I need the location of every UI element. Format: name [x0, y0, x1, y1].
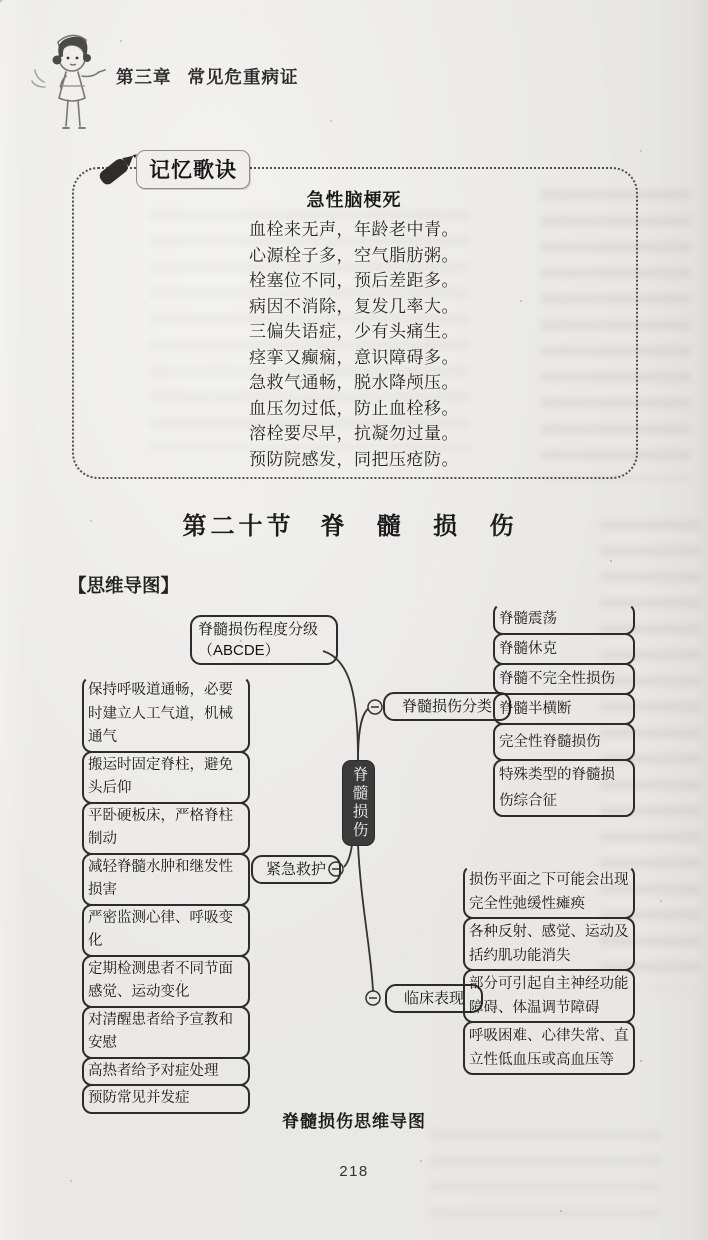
mindmap-item: 严密监测心律、呼吸变化 — [82, 904, 250, 957]
node-clinical-manifestation: 临床表现 — [385, 984, 483, 1013]
mindmap-item: 各种反射、感觉、运动及括约肌功能消失 — [463, 917, 635, 971]
connector-center-to-clinical — [358, 845, 373, 991]
poem-line: 栓塞位不同，预后差距多。 — [249, 271, 459, 291]
chapter-header — [116, 64, 299, 89]
mindmap-item: 平卧硬板床，严格脊柱制动 — [82, 802, 250, 855]
section-title — [0, 506, 708, 541]
mindmap-label: 【思维导图】 — [68, 575, 180, 596]
chapter-title: 常见危重病证 — [187, 67, 299, 87]
marker-pen-icon — [92, 146, 144, 192]
rescue-children — [82, 676, 250, 1114]
mindmap-item: 对清醒患者给予宣教和安慰 — [82, 1006, 250, 1059]
mindmap-item: 脊髓不完全性损伤 — [493, 663, 635, 695]
poem-line: 痉挛又癫痫，意识障碍多。 — [249, 347, 459, 368]
mindmap-item: 完全性脊髓损伤 — [493, 723, 635, 761]
mindmap-item: 脊髓震荡 — [493, 603, 635, 635]
mindmap-item: 定期检测患者不同节面感觉、运动变化 — [82, 955, 250, 1008]
mindmap-item: 部分可引起自主神经功能障碍、体温调节障碍 — [463, 969, 635, 1023]
mnemonic-label-text: 记忆歌诀 — [136, 150, 250, 189]
mnemonic-poem — [0, 186, 708, 473]
mindmap-item: 脊髓休克 — [493, 633, 635, 665]
poem-line: 病因不消除，复发几率大。 — [249, 296, 459, 317]
mindmap-item: 预防常见并发症 — [82, 1084, 250, 1114]
poem-line: 三偏失语症，少有头痛生。 — [249, 322, 459, 342]
mindmap-item: 减轻脊髓水肿和继发性损害 — [82, 853, 250, 906]
poem-line: 血栓来无声，年龄老中青。 — [249, 220, 459, 240]
center-node-label: 脊髓损伤 — [350, 766, 368, 840]
collapse-icon — [329, 700, 382, 1005]
poem-line: 血压勿过低，防止血栓移。 — [249, 398, 459, 419]
section-number: 第二十节 — [182, 511, 295, 540]
section-name: 脊 髓 损 伤 — [320, 511, 526, 540]
node-grade-classification: 脊髓损伤程度分级（ABCDE） — [190, 615, 338, 665]
classification-children — [493, 603, 635, 817]
mindmap-item: 特殊类型的脊髓损伤综合征 — [493, 759, 635, 817]
poem-line: 心源栓子多，空气脂肪粥。 — [249, 245, 459, 266]
mindmap-item: 损伤平面之下可能会出现完全性弛缓性瘫痪 — [463, 865, 635, 919]
mindmap-item: 脊髓半横断 — [493, 693, 635, 725]
mindmap-item: 高热者给予对症处理 — [82, 1057, 250, 1087]
mindmap-center-node — [343, 761, 374, 845]
mindmap-item: 呼吸困难、心律失常、直立性低血压或高血压等 — [463, 1021, 635, 1075]
scan-speckles — [0, 0, 2, 2]
poem-line: 急救气通畅，脱水降颅压。 — [249, 373, 459, 393]
page-number: 218 — [339, 1163, 369, 1180]
chapter-number: 第三章 — [116, 67, 172, 87]
poem-title: 急性脑梗死 — [306, 190, 402, 210]
mindmap-item: 搬运时固定脊柱，避免头后仰 — [82, 751, 250, 804]
poem-line: 预防院感发，同把压疮防。 — [249, 449, 459, 470]
clinical-children — [463, 865, 635, 1075]
node-classification: 脊髓损伤分类 — [383, 692, 511, 721]
node-emergency-rescue: 紧急救护 — [251, 855, 341, 884]
mnemonic-label — [92, 146, 250, 192]
nurse-mascot-illustration — [30, 24, 118, 140]
poem-line: 溶栓要尽早，抗凝勿过量。 — [249, 424, 459, 444]
figure-caption: 脊髓损伤思维导图 — [282, 1112, 426, 1131]
connector-center-to-rescue — [344, 845, 352, 867]
connector-grade-to-center — [323, 651, 358, 761]
connector-center-to-classification — [358, 708, 369, 761]
minus-icon — [332, 707, 379, 998]
mindmap-item: 保持呼吸道通畅，必要时建立人工气道，机械通气 — [82, 676, 250, 753]
